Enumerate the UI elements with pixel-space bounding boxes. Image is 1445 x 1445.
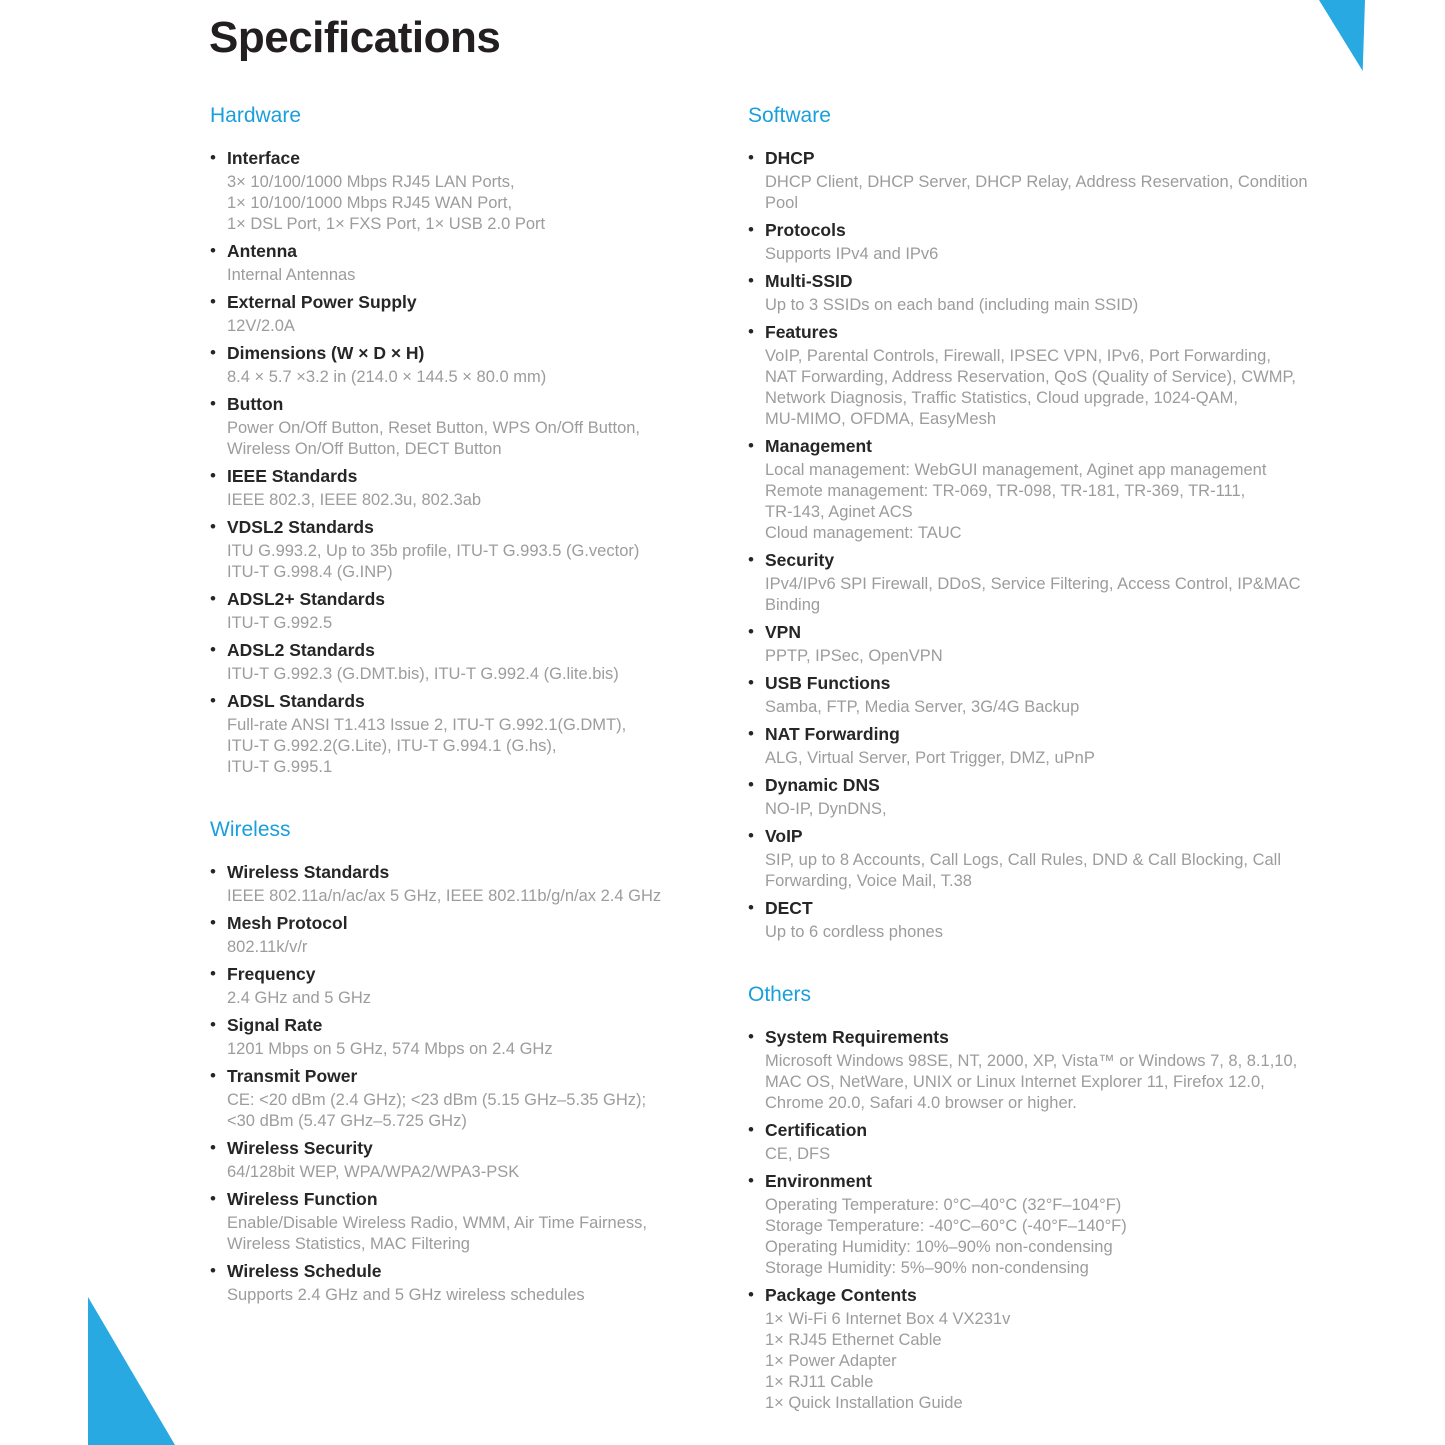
spec-desc-line: ITU-T G.992.5 — [227, 614, 333, 632]
spec-term: • Antenna — [227, 241, 297, 261]
spec-desc-line: Full-rate ANSI T1.413 Issue 2, ITU-T G.992.1(G.DMT), — [227, 716, 627, 734]
spec-item-usb-functions — [748, 672, 1368, 718]
spec-item-vpn — [748, 621, 1368, 667]
spec-desc-line: 1× DSL Port, 1× FXS Port, 1× USB 2.0 Port — [227, 215, 546, 233]
spec-desc-line: ITU-T G.998.4 (G.INP) — [227, 563, 393, 581]
spec-item-wireless-function — [210, 1188, 715, 1255]
spec-desc-line: ITU-T G.992.3 (G.DMT.bis), ITU-T G.992.4 (G.lite.bis) — [227, 665, 619, 683]
spec-desc-line: IPv4/IPv6 SPI Firewall, DDoS, Service Filtering, Access Control, IP&MAC — [765, 575, 1301, 593]
spec-term: • Interface — [227, 148, 300, 168]
spec-desc — [227, 1162, 715, 1183]
spec-desc-line: Microsoft Windows 98SE, NT, 2000, XP, Vista™ or Windows 7, 8, 8.1,10, — [765, 1052, 1298, 1070]
spec-desc-line: Network Diagnosis, Traffic Statistics, Cloud upgrade, 1024-QAM, — [765, 389, 1238, 407]
spec-term: • Certification — [765, 1120, 868, 1140]
spec-term: • Dynamic DNS — [765, 775, 880, 795]
spec-term: • Wireless Standards — [227, 862, 390, 882]
spec-desc-line: 1× RJ11 Cable — [765, 1373, 874, 1391]
spec-desc — [765, 295, 1368, 316]
spec-term: • IEEE Standards — [227, 466, 358, 486]
left-column — [210, 104, 715, 1311]
spec-desc — [765, 1051, 1368, 1114]
spec-term: • Wireless Function — [227, 1189, 378, 1209]
right-column — [748, 104, 1368, 1419]
spec-desc-line: 1× Wi-Fi 6 Internet Box 4 VX231v — [765, 1310, 1011, 1328]
spec-item-dhcp — [748, 147, 1368, 214]
section-wireless — [210, 818, 715, 1306]
spec-desc — [227, 172, 715, 235]
spec-item-multi-ssid — [748, 270, 1368, 316]
spec-item-nat-forwarding — [748, 723, 1368, 769]
spec-item-wireless-standards — [210, 861, 715, 907]
spec-desc-line: Internal Antennas — [227, 266, 356, 284]
spec-item-dect — [748, 897, 1368, 943]
spec-desc — [765, 172, 1368, 214]
spec-item-protocols — [748, 219, 1368, 265]
spec-item-dimensions-w-d-h — [210, 342, 715, 388]
spec-desc-line: Operating Temperature: 0°C–40°C (32°F–104°F) — [765, 1196, 1122, 1214]
spec-desc-line: ITU-T G.992.2(G.Lite), ITU-T G.994.1 (G.hs), — [227, 737, 557, 755]
spec-term: • Mesh Protocol — [227, 913, 348, 933]
spec-desc-line: SIP, up to 8 Accounts, Call Logs, Call Rules, DND & Call Blocking, Call — [765, 851, 1282, 869]
spec-item-button — [210, 393, 715, 460]
spec-desc — [765, 574, 1368, 616]
spec-desc-line: 1× Quick Installation Guide — [765, 1394, 963, 1412]
spec-item-package-contents — [748, 1284, 1368, 1414]
spec-desc-line: Cloud management: TAUC — [765, 524, 962, 542]
spec-desc-line: Wireless Statistics, MAC Filtering — [227, 1235, 470, 1253]
spec-term: • ADSL Standards — [227, 691, 365, 711]
spec-desc — [227, 541, 715, 583]
spec-desc-line: VoIP, Parental Controls, Firewall, IPSEC VPN, IPv6, Port Forwarding, — [765, 347, 1271, 365]
spec-term: • VPN — [765, 622, 801, 642]
spec-desc-line: IEEE 802.3, IEEE 802.3u, 802.3ab — [227, 491, 482, 509]
spec-desc — [227, 715, 715, 778]
spec-desc-line: 12V/2.0A — [227, 317, 295, 335]
spec-desc — [227, 1285, 715, 1306]
spec-desc-line: Remote management: TR-069, TR-098, TR-181, TR-369, TR-111, — [765, 482, 1246, 500]
spec-term: • Button — [227, 394, 284, 414]
spec-desc — [227, 937, 715, 958]
spec-desc-line: MU-MIMO, OFDMA, EasyMesh — [765, 410, 997, 428]
corner-accent-bottom-left — [88, 1297, 175, 1445]
spec-desc-line: 1× RJ45 Ethernet Cable — [765, 1331, 942, 1349]
section-heading-software: Software — [748, 104, 831, 127]
spec-desc-line: <30 dBm (5.47 GHz–5.725 GHz) — [227, 1112, 467, 1130]
section-hardware — [210, 104, 715, 778]
spec-item-transmit-power — [210, 1065, 715, 1132]
spec-desc-line: ITU-T G.995.1 — [227, 758, 333, 776]
spec-term: • Wireless Schedule — [227, 1261, 382, 1281]
spec-desc-line: ALG, Virtual Server, Port Trigger, DMZ, uPnP — [765, 749, 1095, 767]
spec-item-security — [748, 549, 1368, 616]
spec-item-signal-rate — [210, 1014, 715, 1060]
spec-item-adsl2-standards — [210, 639, 715, 685]
spec-desc-line: CE, DFS — [765, 1145, 831, 1163]
spec-desc — [227, 613, 715, 634]
spec-desc-line: Supports IPv4 and IPv6 — [765, 245, 939, 263]
spec-desc — [227, 265, 715, 286]
spec-term: • Management — [765, 436, 872, 456]
spec-desc-line: NO-IP, DynDNS, — [765, 800, 887, 818]
spec-desc — [227, 490, 715, 511]
spec-desc-line: DHCP Client, DHCP Server, DHCP Relay, Address Reservation, Condition — [765, 173, 1308, 191]
spec-term: • USB Functions — [765, 673, 891, 693]
spec-desc — [227, 1213, 715, 1255]
spec-desc-line: TR-143, Aginet ACS — [765, 503, 913, 521]
section-others — [748, 983, 1368, 1414]
spec-term: • Security — [765, 550, 835, 570]
spec-desc-line: Samba, FTP, Media Server, 3G/4G Backup — [765, 698, 1080, 716]
spec-desc-line: Supports 2.4 GHz and 5 GHz wireless schedules — [227, 1286, 585, 1304]
spec-desc-line: Pool — [765, 194, 799, 212]
spec-desc-line: Up to 3 SSIDs on each band (including main SSID) — [765, 296, 1139, 314]
section-heading-hardware: Hardware — [210, 104, 302, 127]
spec-desc-line: 802.11k/v/r — [227, 938, 308, 956]
section-software — [748, 104, 1368, 943]
spec-desc-line: 2.4 GHz and 5 GHz — [227, 989, 371, 1007]
spec-desc-line: 3× 10/100/1000 Mbps RJ45 LAN Ports, — [227, 173, 515, 191]
spec-desc — [765, 850, 1368, 892]
spec-desc-line: Local management: WebGUI management, Aginet app management — [765, 461, 1267, 479]
spec-item-frequency — [210, 963, 715, 1009]
spec-item-voip — [748, 825, 1368, 892]
spec-desc-line: Enable/Disable Wireless Radio, WMM, Air Time Fairness, — [227, 1214, 647, 1232]
spec-term: • Signal Rate — [227, 1015, 323, 1035]
spec-desc — [227, 1039, 715, 1060]
spec-desc-line: Binding — [765, 596, 821, 614]
spec-desc-line: CE: <20 dBm (2.4 GHz); <23 dBm (5.15 GHz–5.35 GHz); — [227, 1091, 647, 1109]
spec-item-interface — [210, 147, 715, 235]
spec-desc — [765, 1144, 1368, 1165]
spec-desc-line: Storage Humidity: 5%–90% non-condensing — [765, 1259, 1089, 1277]
spec-item-management — [748, 435, 1368, 544]
spec-desc — [227, 367, 715, 388]
spec-desc-line: Storage Temperature: -40°C–60°C (-40°F–140°F) — [765, 1217, 1127, 1235]
spec-term: • Frequency — [227, 964, 316, 984]
spec-item-wireless-schedule — [210, 1260, 715, 1306]
spec-desc — [765, 922, 1368, 943]
spec-term: • Multi-SSID — [765, 271, 853, 291]
spec-term: • Wireless Security — [227, 1138, 373, 1158]
spec-item-ieee-standards — [210, 465, 715, 511]
spec-desc — [227, 886, 715, 907]
spec-item-wireless-security — [210, 1137, 715, 1183]
spec-desc-line: NAT Forwarding, Address Reservation, QoS (Quality of Service), CWMP, — [765, 368, 1296, 386]
spec-desc-line: 1× 10/100/1000 Mbps RJ45 WAN Port, — [227, 194, 513, 212]
spec-desc — [227, 418, 715, 460]
spec-term: • NAT Forwarding — [765, 724, 900, 744]
spec-desc-line: Operating Humidity: 10%–90% non-condensing — [765, 1238, 1113, 1256]
spec-term: • Transmit Power — [227, 1066, 358, 1086]
section-heading-others: Others — [748, 983, 812, 1006]
spec-term: • ADSL2 Standards — [227, 640, 375, 660]
spec-columns — [210, 104, 1368, 1419]
spec-term: • Protocols — [765, 220, 846, 240]
spec-item-adsl-standards — [210, 690, 715, 778]
spec-desc-line: Wireless On/Off Button, DECT Button — [227, 440, 502, 458]
spec-desc-line: 1× Power Adapter — [765, 1352, 897, 1370]
corner-accent-top-right — [1319, 0, 1365, 71]
spec-term: • VDSL2 Standards — [227, 517, 374, 537]
spec-desc — [227, 664, 715, 685]
spec-term: • System Requirements — [765, 1027, 949, 1047]
spec-desc — [227, 316, 715, 337]
spec-desc — [765, 460, 1368, 544]
section-heading-wireless: Wireless — [210, 818, 291, 841]
spec-desc-line: PPTP, IPSec, OpenVPN — [765, 647, 943, 665]
spec-desc-line: 8.4 × 5.7 ×3.2 in (214.0 × 144.5 × 80.0 mm) — [227, 368, 547, 386]
spec-term: • VoIP — [765, 826, 803, 846]
spec-desc-line: Power On/Off Button, Reset Button, WPS On/Off Button, — [227, 419, 641, 437]
spec-item-environment — [748, 1170, 1368, 1279]
spec-item-dynamic-dns — [748, 774, 1368, 820]
spec-item-certification — [748, 1119, 1368, 1165]
spec-desc-line: IEEE 802.11a/n/ac/ax 5 GHz, IEEE 802.11b/g/n/ax 2.4 GHz — [227, 887, 662, 905]
spec-item-adsl2-standards — [210, 588, 715, 634]
spec-item-vdsl2-standards — [210, 516, 715, 583]
spec-desc-line: Chrome 20.0, Safari 4.0 browser or higher. — [765, 1094, 1077, 1112]
spec-desc-line: 1201 Mbps on 5 GHz, 574 Mbps on 2.4 GHz — [227, 1040, 553, 1058]
spec-desc-line: ITU G.993.2, Up to 35b profile, ITU-T G.993.5 (G.vector) — [227, 542, 640, 560]
spec-desc — [765, 799, 1368, 820]
spec-desc — [765, 646, 1368, 667]
spec-desc-line: 64/128bit WEP, WPA/WPA2/WPA3-PSK — [227, 1163, 520, 1181]
page-title: Specifications — [209, 13, 501, 62]
spec-term: • Features — [765, 322, 838, 342]
spec-desc — [765, 748, 1368, 769]
spec-desc — [227, 1090, 715, 1132]
spec-desc — [765, 346, 1368, 430]
spec-desc — [765, 244, 1368, 265]
spec-term: • Package Contents — [765, 1285, 917, 1305]
spec-desc — [765, 697, 1368, 718]
spec-item-antenna — [210, 240, 715, 286]
spec-desc — [765, 1309, 1368, 1414]
spec-item-mesh-protocol — [210, 912, 715, 958]
spec-desc-line: Forwarding, Voice Mail, T.38 — [765, 872, 972, 890]
spec-item-system-requirements — [748, 1026, 1368, 1114]
spec-desc-line: Up to 6 cordless phones — [765, 923, 943, 941]
spec-item-external-power-supply — [210, 291, 715, 337]
spec-term: • External Power Supply — [227, 292, 417, 312]
spec-term: • DHCP — [765, 148, 815, 168]
spec-desc-line: MAC OS, NetWare, UNIX or Linux Internet Explorer 11, Firefox 12.0, — [765, 1073, 1265, 1091]
spec-term: • Dimensions (W × D × H) — [227, 343, 425, 363]
spec-desc — [765, 1195, 1368, 1279]
spec-term: • ADSL2+ Standards — [227, 589, 386, 609]
spec-desc — [227, 988, 715, 1009]
spec-term: • DECT — [765, 898, 813, 918]
spec-item-features — [748, 321, 1368, 430]
spec-term: • Environment — [765, 1171, 872, 1191]
